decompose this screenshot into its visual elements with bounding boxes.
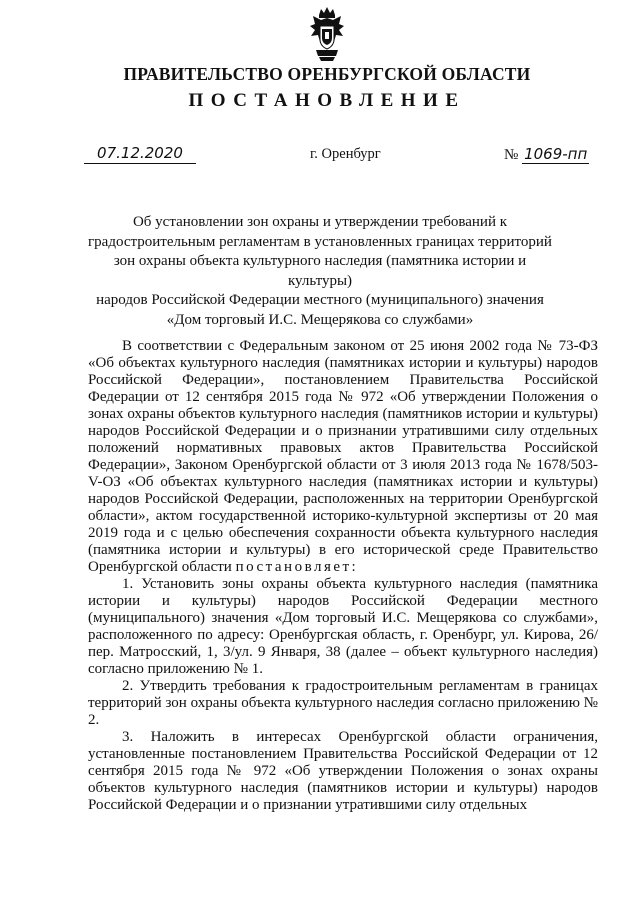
document-number [504, 145, 589, 164]
preamble-text: В соответствии с Федеральным законом от 25 июня 2002 года № 73-ФЗ «Об объектах культурного наследия (памятниках истории и культуры) народов Российской Федерации», постановлением Правительства Российской Федерации от 12 сентября 2015 года № 972 «Об утверждении Положения о зонах охраны объектов культурного наследия (памятников истории и культуры) народов Российской Федерации и о признании утратившими силу отдельных положений нормативных правовых актов Правительства Российской Федерации», Законом Оренбургской области от 3 июля 2013 года № 1678/503-V-ОЗ «Об объектах культурного наследия (памятниках истории и культуры) народов Российской Федерации, расположенных на территории Оренбургской области», актом государственной историко-культурной экспертизы от 20 мая 2019 года и с целью обеспечения сохранности объекта культурного наследия (памятника истории и культуры) в его исторической среде Правительство Оренбургской области [88, 338, 598, 575]
title-line: Об установлении зон охраны и утверждении требований к [132, 214, 508, 230]
preamble-paragraph [88, 338, 598, 576]
decree-word: постановляет: [235, 559, 359, 575]
document-title [80, 213, 560, 330]
document-date: 07.12.2020 [84, 144, 196, 164]
number-value: 1069-пп [524, 145, 588, 163]
number-sign: № [504, 147, 519, 163]
clause-paragraph-1: 1. Установить зоны охраны объекта культурного наследия (памятника истории и культуры) народов Российской Федерации местного (муниципального) значения «Дом торговый И.С. Мещерякова со службами», расположенного по адресу: Оренбургская область, г. Оренбург, ул. Кирова, 26/пер. Матросский, 1, 3/ул. 9 Января, 38 (далее – объект культурного наследия) согласно приложению № 1. [88, 576, 598, 677]
clause-paragraph-3: 3. Наложить в интересах Оренбургской области ограничения, установленные постановлением Правительства Российской Федерации от 12 сентября 2015 года № 972 «Об утверждении Положения о зонах охраны объектов культурного наследия (памятников истории и культуры) народов Российской Федерации и о признании утратившими силу отдельных [88, 729, 598, 813]
title-line: народов Российской Федерации местного (муниципального) значения [96, 292, 544, 308]
document-type-heading: ПОСТАНОВЛЕНИЕ [188, 90, 466, 111]
document-body [88, 338, 598, 814]
title-line: зон охраны объекта культурного наследия (памятника истории и культуры) [113, 253, 527, 289]
clause-paragraph-2: 2. Утвердить требования к градостроительным регламентам в границах территорий зон охраны объекта культурного наследия согласно приложению № 2. [88, 678, 598, 728]
coat-of-arms-icon [307, 6, 347, 62]
title-line: «Дом торговый И.С. Мещерякова со службами» [166, 311, 474, 328]
document-city: г. Оренбург [310, 146, 381, 162]
title-line: градостроительным регламентам в установленных границах территорий [88, 233, 552, 250]
organization-heading: ПРАВИТЕЛЬСТВО ОРЕНБУРГСКОЙ ОБЛАСТИ [123, 64, 531, 84]
